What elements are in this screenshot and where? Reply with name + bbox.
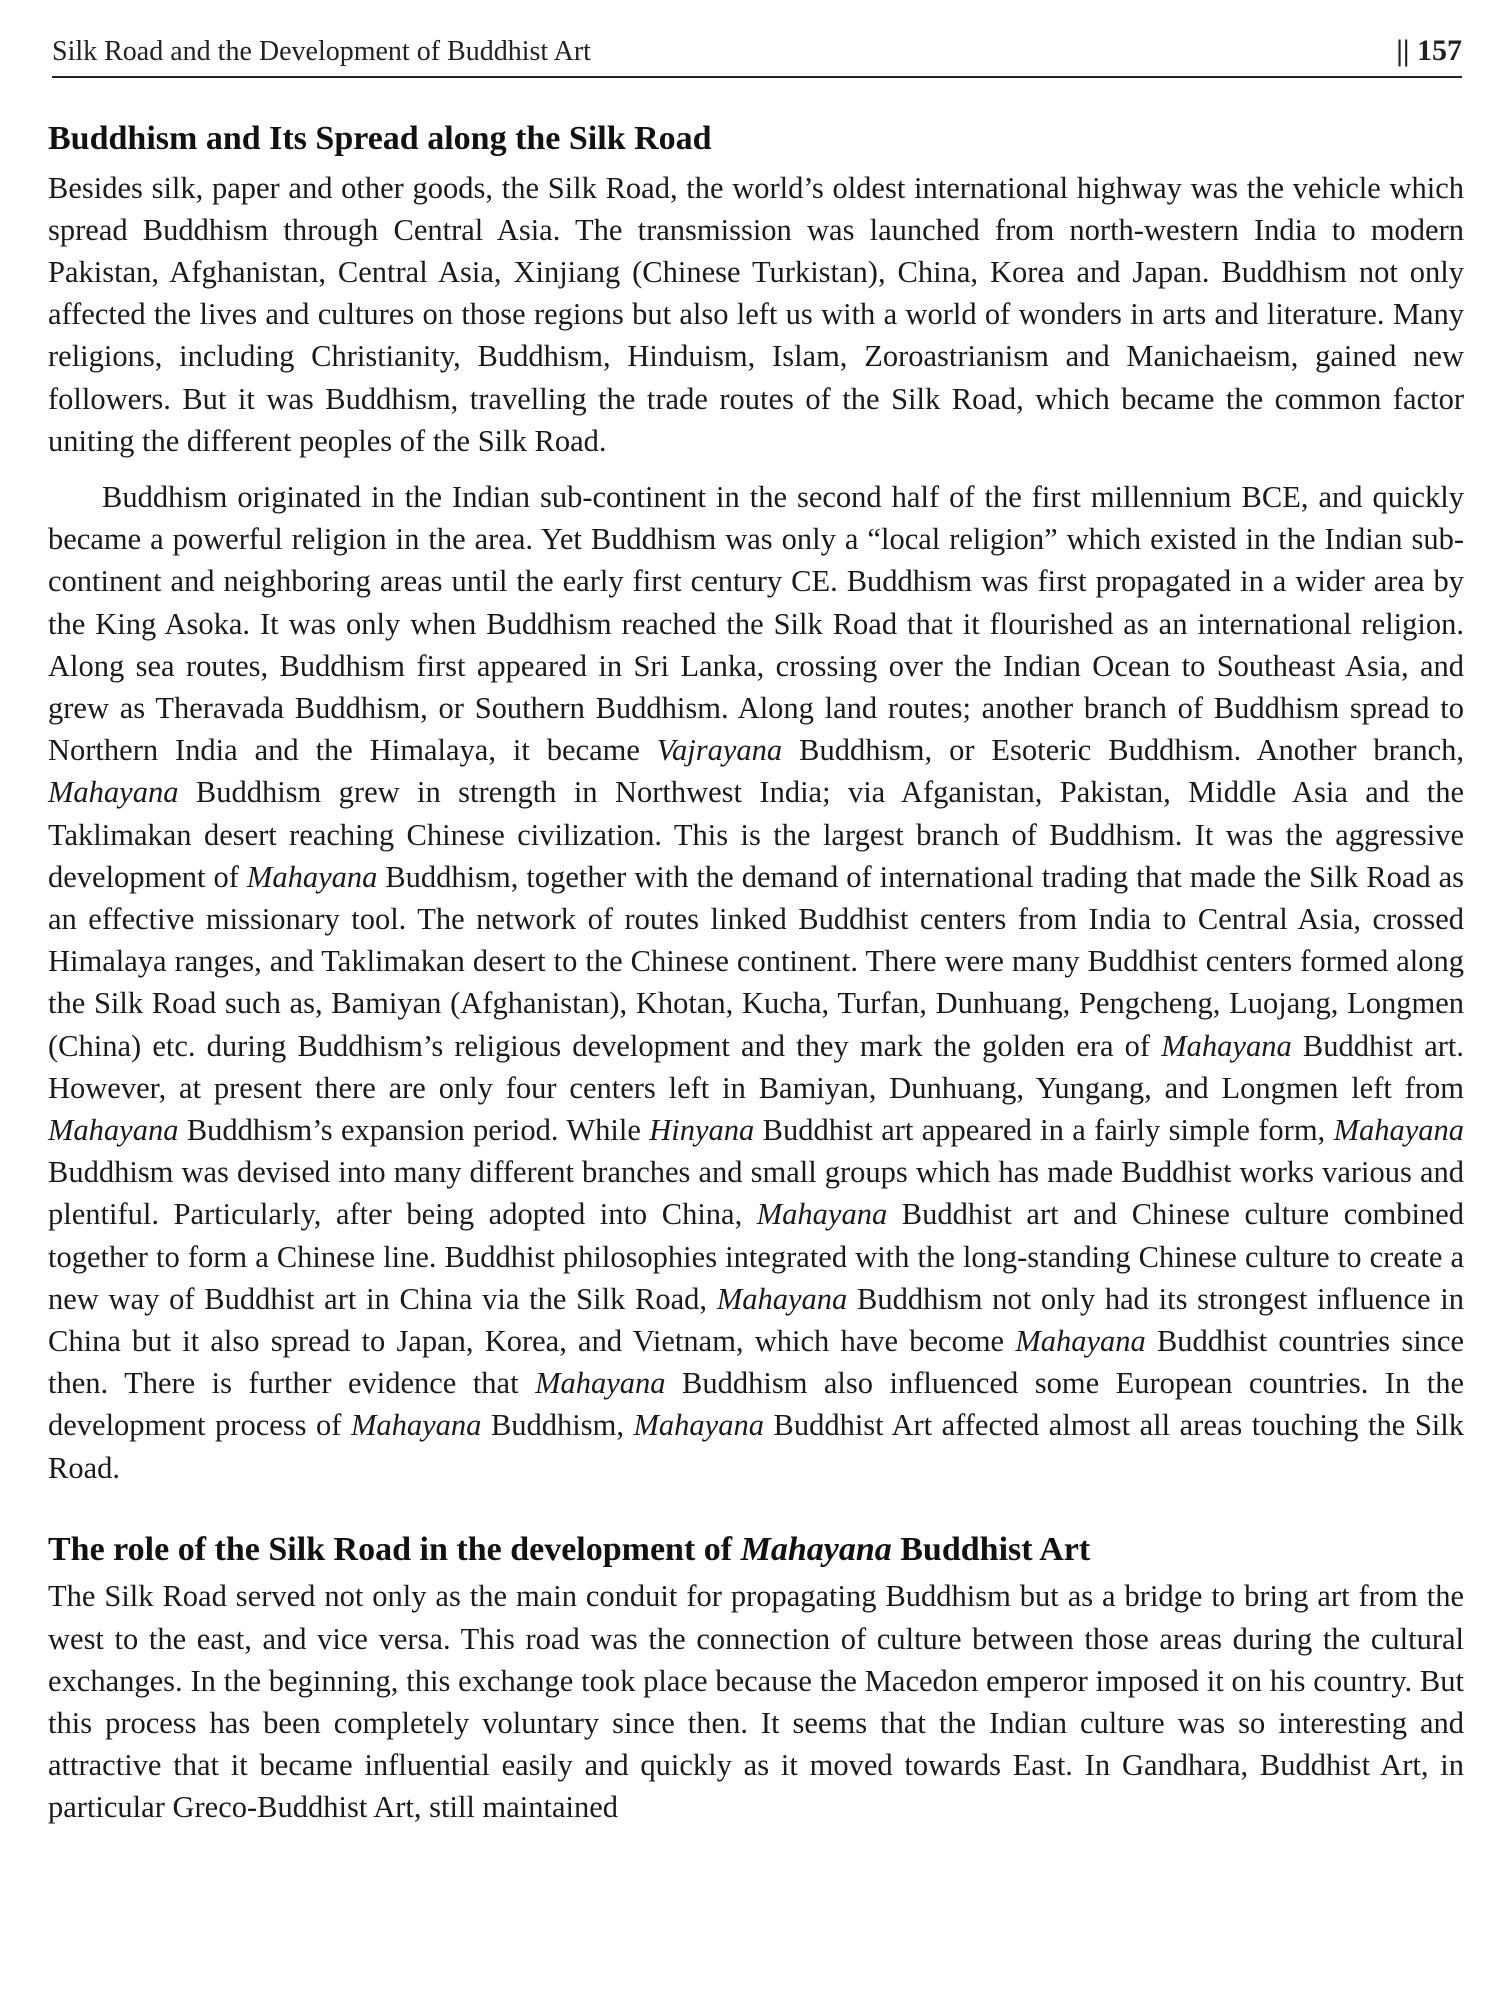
heading-text: Buddhist Art xyxy=(891,1530,1091,1568)
italic-term: Mahayana xyxy=(350,1408,482,1443)
italic-term: Mahayana xyxy=(756,1197,888,1232)
section-buddhism-spread xyxy=(48,118,1464,1489)
italic-term: Mahayana xyxy=(716,1281,848,1316)
text-run: Buddhism originated in the Indian sub-continent in the second half of the first millennium BCE, and quickly became a powerful religion in the area. Yet Buddhism was only a “local religion” which existed in the Indian sub-continent and neighboring areas until the early first century CE. Buddhism was first propagated in a wider area by the King Asoka. It was only when Buddhism reached the Silk Road that it flourished as an international religion. Along sea routes, Buddhism first appeared in Sri Lanka, crossing over the Indian Ocean to Southeast Asia, and grew as Theravada Buddhism, or Southern Buddhism. Along land routes; another branch of Buddhism spread to Northern India and the Himalaya, it became xyxy=(48,479,1464,768)
section-heading xyxy=(48,1529,1464,1572)
text-run: Buddhism not only had its strongest influence in China but it also spread to Japan, Korea, and Vietnam, which have become xyxy=(48,1281,1464,1358)
paragraph xyxy=(48,476,1464,1489)
text-run: Buddhist art and Chinese culture combined together to form a Chinese line. Buddhist philosophies integrated with the long-standing Chinese culture to create a new way of Buddhist art in China via the Silk Road, xyxy=(48,1197,1464,1316)
paragraph: The Silk Road served not only as the main conduit for propagating Buddhism but as a bridge to bring art from the west to the east, and vice versa. This road was the connection of culture between those areas during the cultural exchanges. In the beginning, this exchange took place because the Macedon emperor imposed it on his country. But this process has been completely voluntary since then. It seems that the Indian culture was so interesting and attractive that it became influential easily and quickly as it moved towards East. In Gandhara, Buddhist Art, in particular Greco-Buddhist Art, still maintained xyxy=(48,1579,1464,1825)
text-run: Buddhism also influenced some European countries. In the development process of xyxy=(48,1366,1465,1443)
italic-term: Mahayana xyxy=(1015,1323,1146,1358)
italic-term: Hinyana xyxy=(649,1112,755,1147)
text-run: Buddhist art. However, at present there are only four centers left in Bamiyan, Dunhuang, Yungang, and Longmen left from xyxy=(48,1028,1464,1105)
text-run: Buddhism, xyxy=(481,1408,634,1443)
page-number: || 157 xyxy=(1396,34,1462,67)
section-gap xyxy=(48,1489,1464,1529)
text-run: Buddhism, or Esoteric Buddhism. Another branch, xyxy=(782,733,1465,768)
running-header-title: Silk Road and the Development of Buddhist Art xyxy=(52,36,591,67)
text-run: Buddhism, together with the demand of international trading that made the Silk Road as an effective missionary tool. The network of routes linked Buddhist centers from India to Central Asia, crossed Himalaya ranges, and Taklimakan desert to the Chinese continent. There were many Buddhist centers formed along the Silk Road such as, Bamiyan (Afghanistan), Khotan, Kucha, Turfan, Dunhuang, Pengcheng, Luojang, Longmen (China) etc. during Buddhism’s religious development and they mark the golden era of xyxy=(48,859,1464,1063)
italic-term: Mahayana xyxy=(1333,1112,1465,1147)
page-content xyxy=(48,118,1464,1829)
running-header xyxy=(52,30,1462,78)
italic-term: Mahayana xyxy=(48,775,179,810)
italic-term: Mahayana xyxy=(48,1112,179,1147)
paragraph: Besides silk, paper and other goods, the Silk Road, the world’s oldest international highway was the vehicle which spread Buddhism through Central Asia. The transmission was launched from north-western India to modern Pakistan, Afghanistan, Central Asia, Xinjiang (Chinese Turkistan), China, Korea and Japan. Buddhism not only affected the lives and cultures on those regions but also left us with a world of wonders in arts and literature. Many religions, including Christianity, Buddhism, Hinduism, Islam, Zoroastrianism and Manichaeism, gained new followers. But it was Buddhism, travelling the trade routes of the Silk Road, which became the common factor uniting the different peoples of the Silk Road. xyxy=(48,170,1464,458)
heading-italic-term: Mahayana xyxy=(740,1530,892,1568)
section-heading: Buddhism and Its Spread along the Silk Road xyxy=(48,120,712,157)
italic-term: Vajrayana xyxy=(656,733,783,768)
paragraph-gap xyxy=(48,462,1464,476)
text-run: Buddhist Art affected almost all areas touching the Silk Road. xyxy=(48,1408,1464,1485)
heading-text: The role of the Silk Road in the development of xyxy=(48,1530,741,1568)
text-run: Buddhism’s expansion period. While xyxy=(178,1112,650,1147)
text-run: Buddhist art appeared in a fairly simple form, xyxy=(754,1112,1334,1147)
text-run: Buddhism grew in strength in Northwest India; via Afganistan, Pakistan, Middle Asia and the Taklimakan desert reaching Chinese civilization. This is the largest branch of Buddhism. It was the aggressive development of xyxy=(48,775,1464,894)
italic-term: Mahayana xyxy=(633,1408,764,1443)
text-run: Buddhism was devised into many different branches and small groups which has made Buddhist works various and plentiful. Particularly, after being adopted into China, xyxy=(48,1155,1464,1232)
italic-term: Mahayana xyxy=(1161,1028,1292,1063)
italic-term: Mahayana xyxy=(246,859,378,894)
section-silk-road-role xyxy=(48,1529,1464,1829)
italic-term: Mahayana xyxy=(535,1366,666,1401)
text-run: Buddhist countries since then. There is further evidence that xyxy=(48,1323,1464,1401)
